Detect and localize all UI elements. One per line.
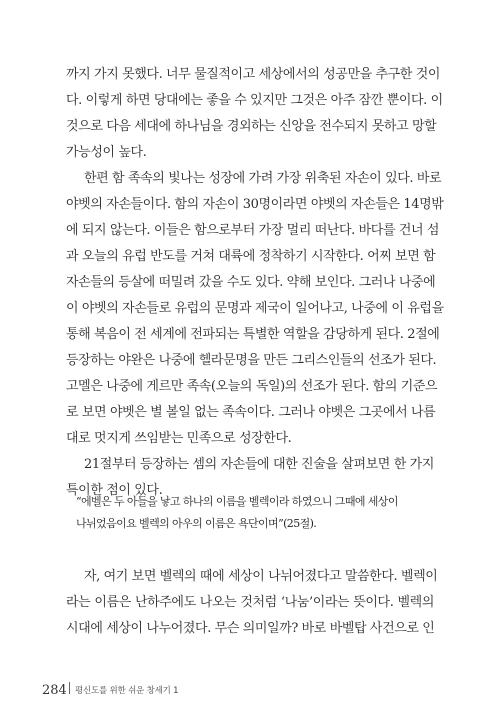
text-line: 이 야벳의 자손들로 유럽의 문명과 제국이 일어나고, 나중에 이 유럽을 [66,301,444,316]
page-number: 284 [42,683,67,698]
text-line: 것으로 다음 세대에 하나님을 경외하는 신앙을 전수되지 못하고 망할 [66,119,437,134]
text-line: 21절부터 등장하는 셈의 자손들에 대한 진술을 살펴보면 한 가지 [84,457,434,472]
text-line: 자, 여기 보면 벨렉의 때에 세상이 나뉘어졌다고 말씀한다. 벨렉이 [84,569,438,584]
text-line: 대로 멋지게 쓰임받는 민족으로 성장한다. [66,431,292,446]
text-line: 자손들의 등살에 떠밀려 갔을 수도 있다. 약해 보인다. 그러나 나중에 [66,275,436,290]
text-line: 시대에 세상이 나누어졌다. 무슨 의미일까? 바로 바벨탑 사건으로 인 [66,621,435,636]
text-line: 에 되지 않는다. 이들은 함으로부터 가장 멀리 떠난다. 바다를 건너 섬 [66,223,440,238]
text-line: 까지 가지 못했다. 너무 물질적이고 세상에서의 성공만을 추구한 것이 [66,67,441,82]
text-line: 한편 함 족속의 빛나는 성장에 가려 가장 위축된 자손이 있다. 바로 [84,171,442,186]
text-line: 고멜은 나중에 게르만 족속(오늘의 독일)의 선조가 된다. 함의 기준으 [66,379,438,394]
text-line: 가능성이 높다. [66,145,147,160]
text-line: 과 오늘의 유럽 반도를 거쳐 대륙에 정착하기 시작한다. 어찌 보면 함 [66,249,436,264]
text-line: 로 보면 야벳은 별 볼일 없는 족속이다. 그러나 야벳은 그곳에서 나름 [66,405,436,420]
text-line: 특이한 점이 있다. [66,483,163,498]
quote-line: 나뉘었음이요 벨렉의 아우의 이름은 욕단이며”(25절). [76,517,317,530]
footer-divider [69,682,70,694]
text-line: 다. 이렇게 하면 당대에는 좋을 수 있지만 그것은 아주 잠깐 뿐이다. 이 [66,93,443,108]
running-title: 평신도를 위한 쉬운 창세기 1 [75,686,179,696]
quote-line: “에벨은 두 아들을 낳고 하나의 이름을 벨렉이라 하였으니 그때에 세상이 [76,495,398,508]
text-line: 등장하는 야완은 나중에 헬라문명을 만든 그리스인들의 선조가 된다. [66,353,437,368]
text-line: 통해 복음이 전 세계에 전파되는 특별한 역할을 감당하게 된다. 2절에 [66,327,440,342]
text-line: 라는 이름은 난하주에도 나오는 것처럼 ‘나눔’이라는 뜻이다. 벨렉의 [66,595,434,610]
text-line: 야벳의 자손들이다. 함의 자손이 30명이라면 야벳의 자손들은 14명밖 [66,197,444,212]
